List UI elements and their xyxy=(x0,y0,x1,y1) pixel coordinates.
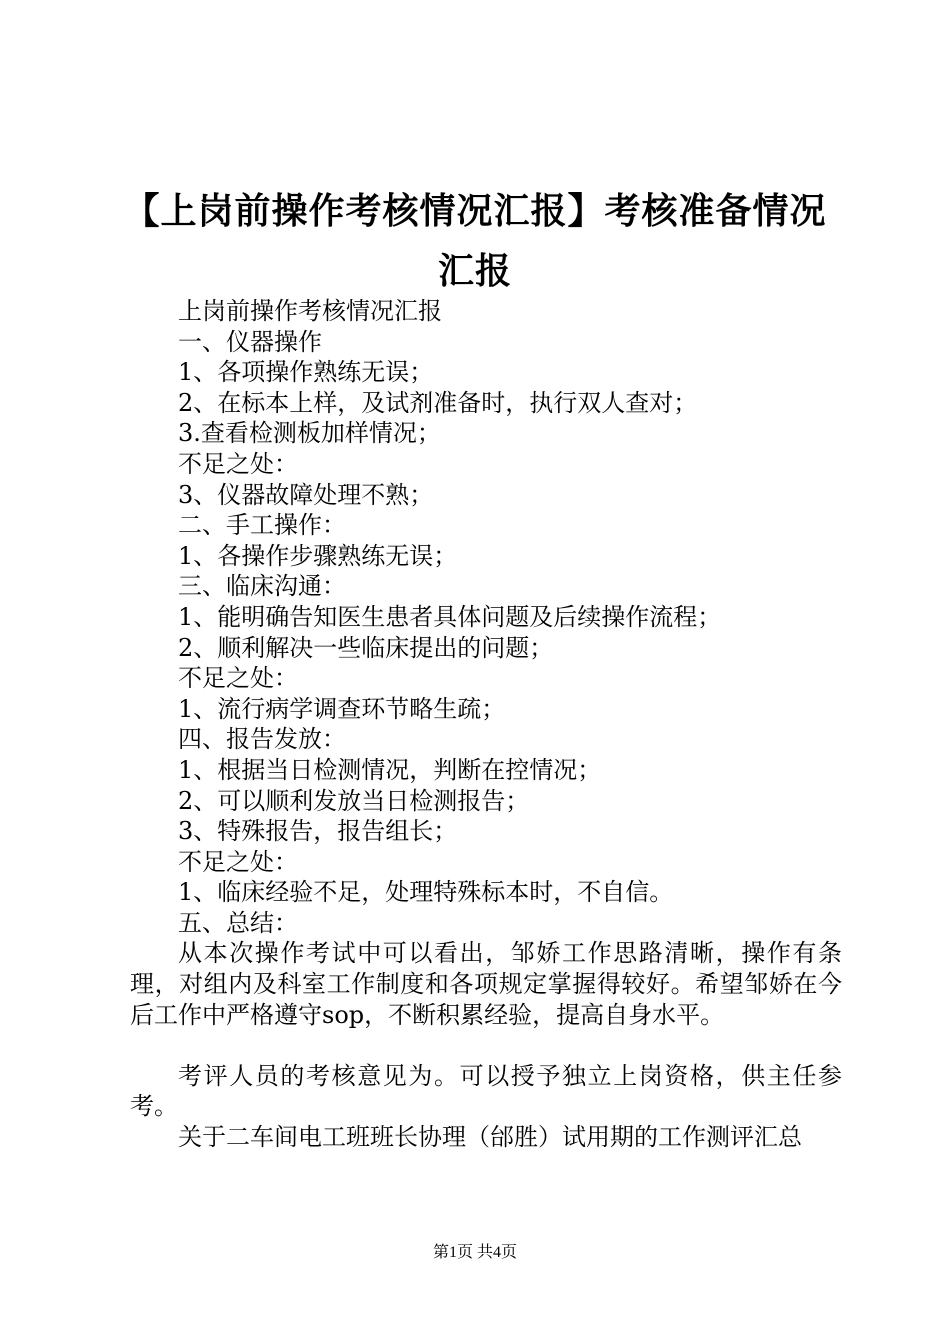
summary-paragraph: 从本次操作考试中可以看出，邹娇工作思路清晰，操作有条理，对组内及科室工作制度和各项规定掌握得较好。希望邹娇在今后工作中严格遵守sop，不断积累经验，提高自身水平。 xyxy=(130,939,842,1029)
body-line: 四、报告发放： xyxy=(178,725,346,754)
body-line: 1、各项操作熟练无误； xyxy=(178,358,434,387)
blank-line xyxy=(130,1030,842,1061)
body-line: 3、仪器故障处理不熟； xyxy=(178,480,434,509)
body-line: 不足之处： xyxy=(178,664,298,693)
body-line: 二、手工操作： xyxy=(178,511,346,540)
evaluation-paragraph: 考评人员的考核意见为。可以授予独立上岗资格，供主任参考。 xyxy=(130,1061,842,1121)
body-line: 2、顺利解决一些临床提出的问题； xyxy=(178,633,554,662)
body-line: 不足之处： xyxy=(178,449,298,478)
body-line: 1、能明确告知医生患者具体问题及后续操作流程； xyxy=(178,602,722,631)
body-line: 不足之处： xyxy=(178,847,298,876)
body-line: 2、在标本上样，及试剂准备时，执行双人查对； xyxy=(178,388,698,417)
body-line: 3、特殊报告，报告组长； xyxy=(178,817,458,846)
body-line: 1、临床经验不足，处理特殊标本时，不自信。 xyxy=(178,878,674,907)
body-line: 1、各操作步骤熟练无误； xyxy=(178,541,458,570)
body-line: 1、根据当日检测情况，判断在控情况； xyxy=(178,755,602,784)
next-section-paragraph: 关于二车间电工班班长协理（邰胜）试用期的工作测评汇总 xyxy=(178,1123,802,1152)
document-body xyxy=(130,296,842,1153)
body-line: 一、仪器操作 xyxy=(178,327,322,356)
body-line: 2、可以顺利发放当日检测报告； xyxy=(178,786,530,815)
body-line: 1、流行病学调查环节略生疏； xyxy=(178,694,506,723)
body-line: 三、临床沟通： xyxy=(178,572,346,601)
body-line: 3.查看检测板加样情况； xyxy=(178,419,441,448)
page-footer: 第1页 共4页 xyxy=(432,1244,517,1261)
body-line: 五、总结： xyxy=(178,908,298,937)
document-title: 【上岗前操作考核情况汇报】考核准备情况汇报 xyxy=(123,191,827,292)
body-line: 上岗前操作考核情况汇报 xyxy=(178,297,442,325)
